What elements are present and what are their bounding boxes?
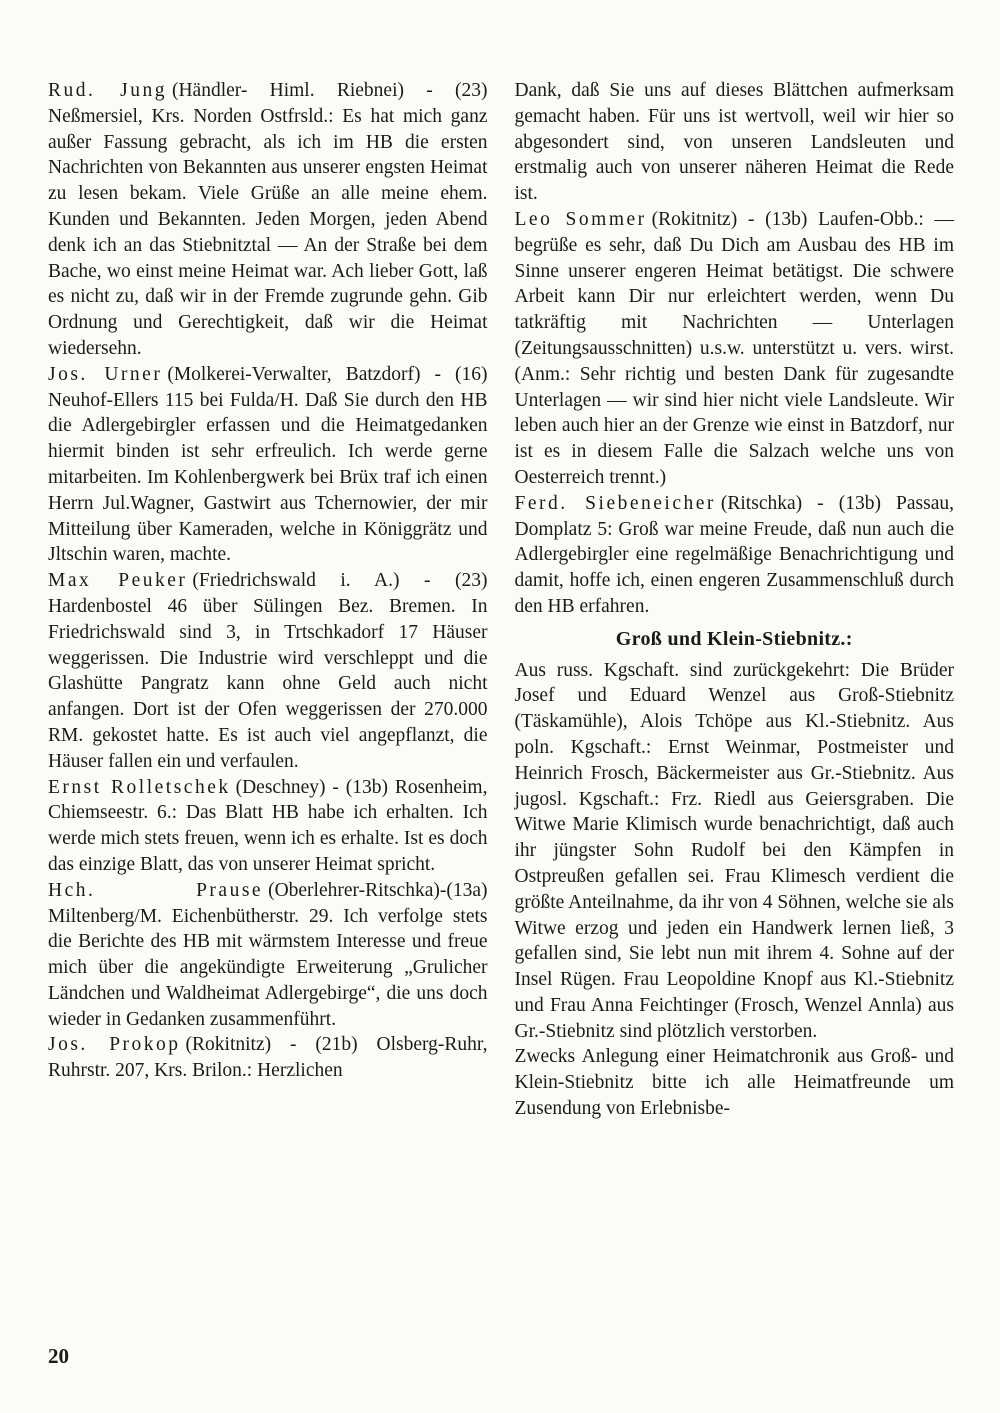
section-paragraph: Zwecks Anlegung einer Heimatchronik aus Groß- und Klein-Stiebnitz bitte ich alle Heimatfreunde um Zusendung von Erlebnisbe- bbox=[514, 1046, 954, 1120]
entry-text: (Deschney) - (13b) Rosenheim, Chiemseestr. 6.: Das Blatt HB habe ich erhalten. Ich werde mich stets freuen, wenn ich es erhalte. Ist es doch das einzige Blatt, das von unserer Heimat spricht. bbox=[48, 776, 488, 875]
entry-hch-prause bbox=[48, 878, 488, 1033]
section-paragraph: Aus russ. Kgschaft. sind zurückgekehrt: Die Brüder Josef und Eduard Wenzel aus Groß-Stiebnitz (Täskamühle), Alois Tchöpe aus Kl.-Stiebnitz. Aus poln. Kgschaft.: Ernst Weinmar, Postmeister und Heinrich Frosch, Bäckermeister aus Gr.-Stiebnitz. Aus jugosl. Kgschaft.: Frz. Riedl aus Geiersgraben. Die Witwe Marie Klimisch wurde benachrichtigt, daß auch ihr jüngster Sohn Rudolf bei den Kämpfen in Ostpreußen gefallen sei. Frau Klimesch verdient die größte Anteilnahme, da ihr von 4 Söhnen, welche sie als Witwe erzog und jeden ein Handwerk lernen ließ, 3 gefallen sind, Sie lebt nun mit ihrem 4. Sohne auf der Insel Rügen. Frau Leopoldine Knopf aus Kl.-Stiebnitz und Frau Anna Feichtinger (Frosch, Wenzel Annla) aus Gr.-Stiebnitz sind plötzlich verstorben. bbox=[514, 659, 954, 1042]
entry-rud-jung bbox=[48, 78, 488, 362]
entry-ernst-rolletschek bbox=[48, 775, 488, 878]
entry-text: (Rokitnitz) - (13b) Laufen-Obb.: — begrüße es sehr, daß Du Dich am Ausbau des HB im Sinne unserer engeren Heimat betätigst. Die schwere Arbeit kann Dir nur erleichtert werden, wenn Du tatkräftig mit Nachrichten — Unterlagen (Zeitungsausschnitten) u.s.w. unterstützt u. vers. wirst. (Anm.: Sehr richtig und besten Dank für zugesandte Unterlagen — wir sind hier nicht viele Landsleute. Wir leben auch hier an der Grenze wie einst in Batzdorf, nur ist es in diesem Falle die Salzach welche uns von Oesterreich trennt.) bbox=[514, 208, 954, 488]
left-column bbox=[48, 78, 488, 1122]
entry-name: Rud. Jung bbox=[48, 80, 167, 101]
entry-name: Hch. Prause bbox=[48, 879, 264, 901]
entry-leo-sommer bbox=[515, 207, 955, 491]
entry-jos-urner bbox=[48, 362, 488, 568]
entry-text: (Molkerei-Verwalter, Batzdorf) - (16) Neuhof-Ellers 115 bei Fulda/H. Daß Sie durch den HB die Adlergebirgler erfassen und die Heimatgedanken hiermit binden ist sehr erfreulich. Ich werde gerne mitarbeiten. Im Kohlenbergwerk bei Brüx traf ich einen Herrn Jul.Wagner, Gastwirt aus Tchernowier, der mir Mitteilung über Kameraden, welche in Königgrätz und Jltschin waren, machte. bbox=[48, 363, 488, 566]
entry-text: (Friedrichswald i. A.) - (23) Hardenbostel 46 über Sülingen Bez. Bremen. In Friedrichswald sind 3, in Trtschkadorf 17 Häuser weggerissen. Die Industrie wird verschleppt und die Glashütte Pangratz kann ohne Geld auch nicht anfangen. Dort ist der Ofen weggerissen der 270.000 RM. gekostet hatte. Es ist auch viel angepflanzt, die Häuser fallen ein und verfaulen. bbox=[48, 570, 488, 772]
entry-name: Ernst Rolletschek bbox=[48, 776, 231, 798]
entry-name: Ferd. Siebeneicher bbox=[514, 492, 716, 514]
entry-continuation bbox=[515, 78, 955, 207]
section-heading: Groß und Klein-Stiebnitz.: bbox=[615, 627, 853, 650]
entry-text: Dank, daß Sie uns auf dieses Blättchen aufmerksam gemacht haben. Für uns ist wertvoll, weil wir hier so abgesondert sind, von unseren Landsleuten und erstmalig auch von unserer näheren Heimat die Rede ist. bbox=[514, 80, 954, 205]
entry-name: Jos. Prokop bbox=[48, 1034, 181, 1056]
page-number: 20 bbox=[48, 1344, 69, 1368]
entry-ferd-siebeneicher bbox=[515, 491, 955, 620]
entry-text: (Händler- Himl. Riebnei) - (23) Neßmersiel, Krs. Norden Ostfrsld.: Es hat mich ganz außer Fassung gebracht, als ich im HB die ersten Nachrichten von Bekannten aus unserer engsten Heimat zu lesen bekam. Viele Grüße an alle meine ehem. Kunden und Bekannten. Jeden Morgen, jeden Abend denk ich an das Stiebnitztal — An der Straße bei dem Bache, wo einst meine Heimat war. Ach lieber Gott, laß es nicht zu, daß wir in der Fremde zugrunde gehn. Gib Ordnung und Gerechtigkeit, daß wir die Heimat wiedersehn. bbox=[48, 80, 488, 359]
entry-max-peuker bbox=[48, 568, 488, 774]
entry-jos-prokop bbox=[48, 1032, 488, 1084]
entry-text: (Ritschka) - (13b) Passau, Domplatz 5: Groß war meine Freude, daß nun auch die Adlergebirgler eine regelmäßige Benachrichtigung und damit, hoffe ich, einen engeren Zusammenschluß durch den HB erfahren. bbox=[514, 492, 954, 617]
right-column bbox=[515, 78, 955, 1122]
entry-name: Max Peuker bbox=[48, 570, 188, 592]
entry-name: Jos. Urner bbox=[48, 363, 163, 385]
entry-text: (Oberlehrer-Ritschka)-(13a) Miltenberg/M. Eichenbütherstr. 29. Ich verfolge stets die Berichte des HB mit wärmstem Interesse und freue mich über die angekündigte Erweiterung „Grulicher Ländchen und Waldheimat Adlergebirge“, die uns doch wieder in Gedanken zusammenführt. bbox=[48, 879, 488, 1030]
entry-text: (Rokitnitz) - (21b) Olsberg-Ruhr, Ruhrstr. 207, Krs. Brilon.: Herzlichen bbox=[48, 1034, 488, 1082]
entry-name: Leo Sommer bbox=[514, 208, 647, 230]
